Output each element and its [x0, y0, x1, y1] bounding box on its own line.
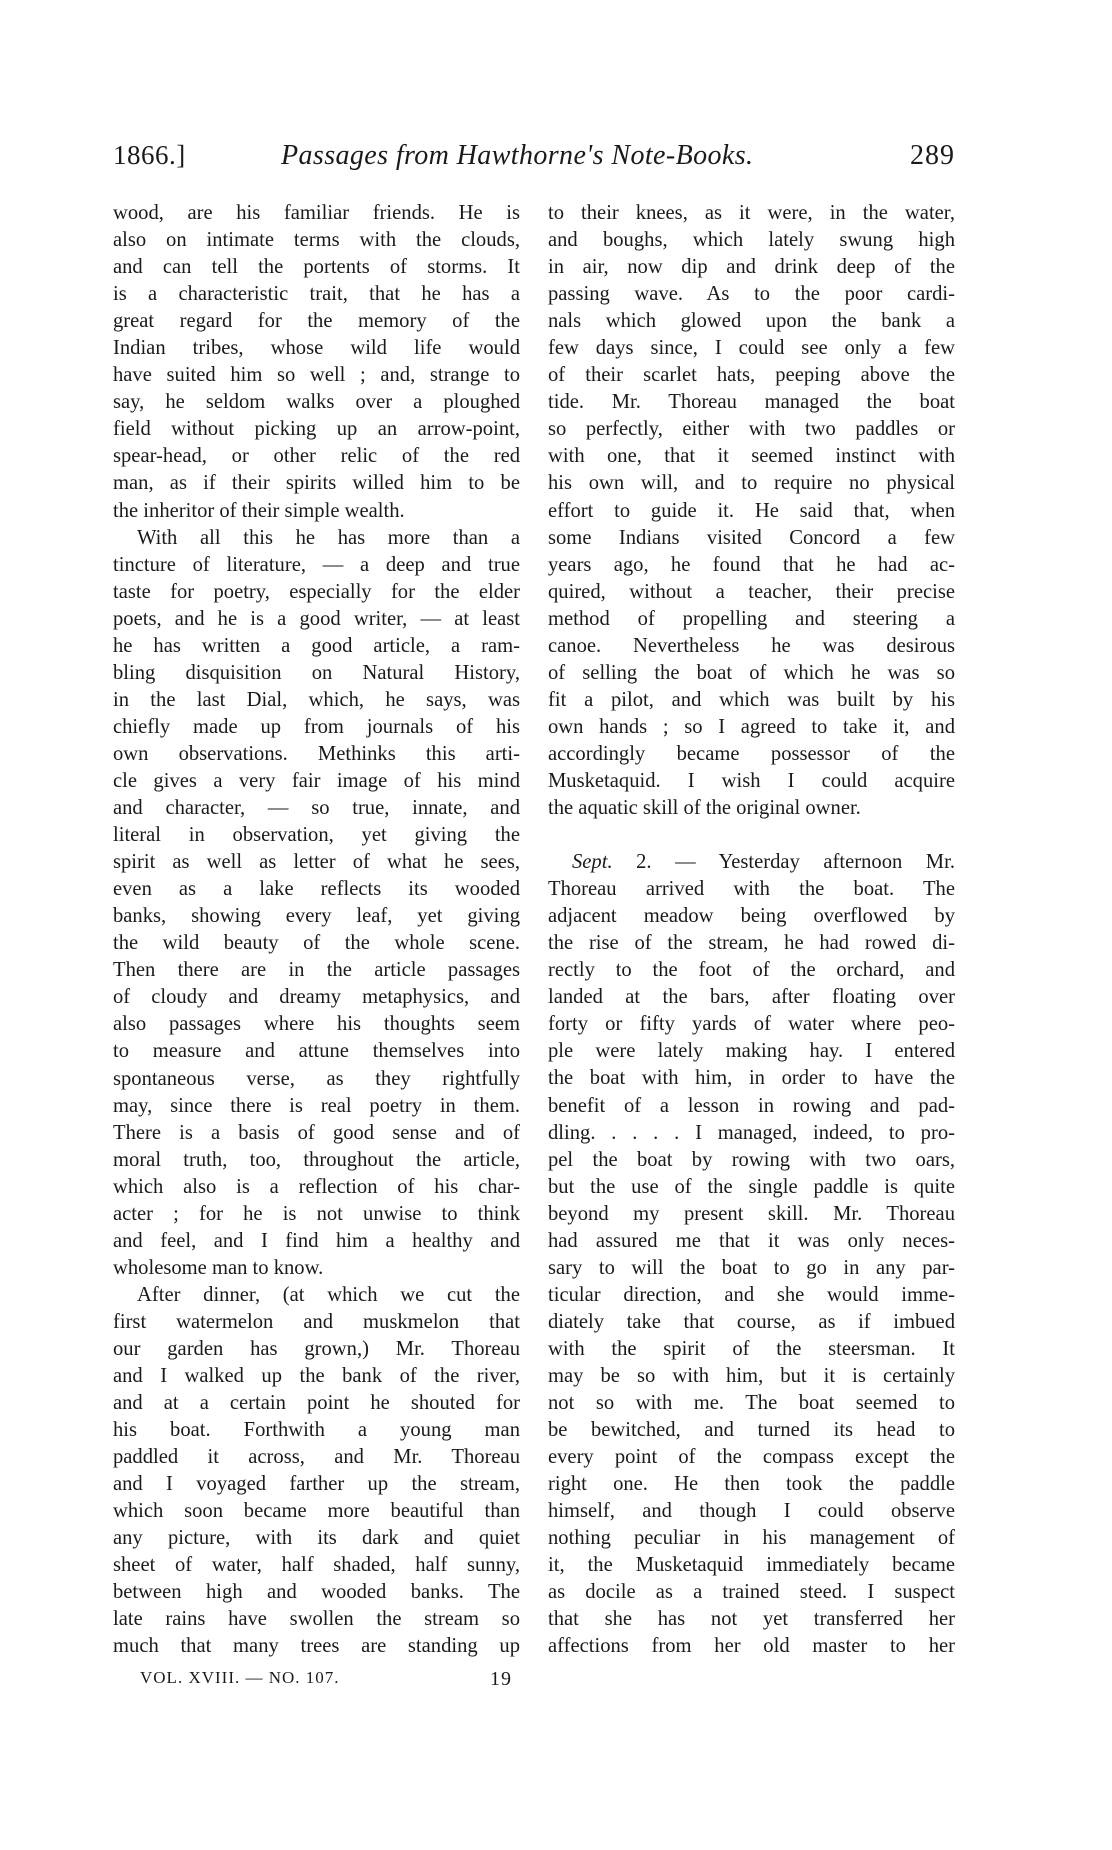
entry-line-text: 2. — Yesterday afternoon Mr. — [612, 851, 955, 874]
text-line: also on intimate terms with the clouds, — [113, 229, 520, 252]
right-column — [548, 200, 955, 1660]
text-line: that she has not yet transferred her — [548, 1608, 955, 1631]
text-line: so perfectly, either with two paddles or — [548, 418, 955, 441]
running-header — [113, 140, 955, 180]
signature-number: 19 — [490, 1668, 512, 1690]
text-line: wood, are his familiar friends. He is — [113, 202, 520, 224]
section-gap — [548, 822, 955, 849]
entry-date: Sept. — [572, 851, 613, 874]
text-line: landed at the bars, after floating over — [548, 986, 955, 1009]
text-line: Thoreau arrived with the boat. The — [548, 878, 955, 901]
text-line: of their scarlet hats, peeping above the — [548, 364, 955, 387]
text-line: and feel, and I find him a healthy and — [113, 1229, 520, 1252]
dated-entry-line — [548, 849, 955, 876]
text-line: With all this he has more than a — [137, 526, 520, 549]
text-line: is a characteristic trait, that he has a — [113, 283, 520, 306]
text-line: accordingly became possessor of the — [548, 742, 955, 765]
text-line: diately take that course, as if imbued — [548, 1310, 955, 1333]
text-line: wholesome man to know. — [113, 1256, 324, 1279]
text-line: some Indians visited Concord a few — [548, 526, 955, 549]
text-line: dling. . . . . I managed, indeed, to pro- — [548, 1121, 955, 1144]
text-line: own hands ; so I agreed to take it, and — [548, 715, 955, 738]
text-line: and at a certain point he shouted for — [113, 1392, 520, 1415]
text-line: the wild beauty of the whole scene. — [113, 932, 520, 955]
text-line: ple were lately making hay. I entered — [548, 1040, 955, 1063]
text-line: he has written a good article, a ram- — [113, 634, 520, 657]
text-line: method of propelling and steering a — [548, 607, 955, 630]
text-line: and can tell the portents of storms. It — [113, 256, 520, 279]
text-line: passing wave. As to the poor cardi- — [548, 283, 955, 306]
text-line: with the spirit of the steersman. It — [548, 1337, 955, 1360]
text-line: his boat. Forthwith a young man — [113, 1419, 520, 1442]
text-line: acter ; for he is not unwise to think — [113, 1202, 520, 1225]
text-line: and character, — so true, innate, and — [113, 797, 520, 820]
text-line: great regard for the memory of the — [113, 310, 520, 333]
text-line: of selling the boat of which he was so — [548, 661, 955, 684]
text-line: late rains have swollen the stream so — [113, 1608, 520, 1631]
page-number: 289 — [910, 140, 955, 171]
text-line: as docile as a trained steed. I suspect — [548, 1581, 955, 1604]
text-line: but the use of the single paddle is quite — [548, 1175, 955, 1198]
text-line: in the last Dial, which, he says, was — [113, 688, 520, 711]
text-line: There is a basis of good sense and of — [113, 1121, 520, 1144]
text-line: himself, and though I could observe — [548, 1500, 955, 1523]
text-line: banks, showing every leaf, yet giving — [113, 905, 520, 928]
text-line: with one, that it seemed instinct with — [548, 445, 955, 468]
text-line: spear-head, or other relic of the red — [113, 445, 520, 468]
text-line: nals which glowed upon the bank a — [548, 310, 955, 333]
text-line: every point of the compass except the — [548, 1446, 955, 1469]
text-line: field without picking up an arrow-point, — [113, 418, 520, 441]
text-line: Musketaquid. I wish I could acquire — [548, 769, 955, 792]
text-line: of cloudy and dreamy metaphysics, and — [113, 986, 520, 1009]
text-line: taste for poetry, especially for the elder — [113, 580, 520, 603]
text-line: few days since, I could see only a few — [548, 337, 955, 360]
running-title: Passages from Hawthorne's Note-Books. — [281, 140, 754, 171]
text-line: say, he seldom walks over a ploughed — [113, 391, 520, 414]
text-line: canoe. Nevertheless he was desirous — [548, 634, 955, 657]
text-line: man, as if their spirits willed him to be — [113, 472, 520, 495]
text-line: even as a lake reflects its wooded — [113, 878, 520, 901]
text-line: After dinner, (at which we cut the — [137, 1283, 520, 1306]
text-line: spirit as well as letter of what he sees, — [113, 851, 520, 874]
text-line: literal in observation, yet giving the — [113, 824, 520, 847]
text-line: paddled it across, and Mr. Thoreau — [113, 1446, 520, 1469]
text-line: poets, and he is a good writer, — at least — [113, 607, 520, 630]
text-line: may, since there is real poetry in them. — [113, 1094, 520, 1117]
text-line: moral truth, too, throughout the article, — [113, 1148, 520, 1171]
text-line: Indian tribes, whose wild life would — [113, 337, 520, 360]
text-line: Then there are in the article passages — [113, 959, 520, 982]
text-line: first watermelon and muskmelon that — [113, 1310, 520, 1333]
text-line: to measure and attune themselves into — [113, 1040, 520, 1063]
text-line: years ago, he found that he had ac- — [548, 553, 955, 576]
text-line: any picture, with its dark and quiet — [113, 1527, 520, 1550]
text-line: his own will, and to require no physical — [548, 472, 955, 495]
text-line: bling disquisition on Natural History, — [113, 661, 520, 684]
text-line: between high and wooded banks. The — [113, 1581, 520, 1604]
text-line: quired, without a teacher, their precise — [548, 580, 955, 603]
text-line: nothing peculiar in his management of — [548, 1527, 955, 1550]
text-line: effort to guide it. He said that, when — [548, 499, 955, 522]
text-line: the rise of the stream, he had rowed di- — [548, 932, 955, 955]
text-line: be bewitched, and turned its head to — [548, 1419, 955, 1442]
text-line: have suited him so well ; and, strange to — [113, 364, 520, 387]
text-line: and I voyaged farther up the stream, — [113, 1473, 520, 1496]
text-line: to their knees, as it were, in the water, — [548, 202, 955, 224]
text-line: cle gives a very fair image of his mind — [113, 769, 520, 792]
text-line: which also is a reflection of his char- — [113, 1175, 520, 1198]
text-line: own observations. Methinks this arti- — [113, 742, 520, 765]
text-line: tincture of literature, — a deep and true — [113, 553, 520, 576]
text-line: not so with me. The boat seemed to — [548, 1392, 955, 1415]
text-line: ticular direction, and she would imme- — [548, 1283, 955, 1306]
text-line: which soon became more beautiful than — [113, 1500, 520, 1523]
text-line: tide. Mr. Thoreau managed the boat — [548, 391, 955, 414]
volume-signature: VOL. XVIII. — NO. 107. — [140, 1668, 340, 1687]
text-line: the aquatic skill of the original owner. — [548, 797, 861, 820]
text-line: and boughs, which lately swung high — [548, 229, 955, 252]
text-line: the inheritor of their simple wealth. — [113, 499, 405, 522]
text-line: our garden has grown,) Mr. Thoreau — [113, 1337, 520, 1360]
text-line: pel the boat by rowing with two oars, — [548, 1148, 955, 1171]
text-line: the boat with him, in order to have the — [548, 1067, 955, 1090]
text-line: in air, now dip and drink deep of the — [548, 256, 955, 279]
text-line: fit a pilot, and which was built by his — [548, 688, 955, 711]
text-line: adjacent meadow being overflowed by — [548, 905, 955, 928]
header-year: 1866.] — [113, 140, 186, 170]
text-line: right one. He then took the paddle — [548, 1473, 955, 1496]
text-line: chiefly made up from journals of his — [113, 715, 520, 738]
left-column — [113, 200, 520, 1661]
text-line: it, the Musketaquid immediately became — [548, 1554, 955, 1577]
text-line: affections from her old master to her — [548, 1635, 955, 1658]
text-line: may be so with him, but it is certainly — [548, 1364, 955, 1387]
text-line: sheet of water, half shaded, half sunny, — [113, 1554, 520, 1577]
text-line: much that many trees are standing up — [113, 1635, 520, 1658]
text-line: rectly to the foot of the orchard, and — [548, 959, 955, 982]
text-line: also passages where his thoughts seem — [113, 1013, 520, 1036]
text-line: sary to will the boat to go in any par- — [548, 1256, 955, 1279]
text-line: had assured me that it was only neces- — [548, 1229, 955, 1252]
text-line: forty or fifty yards of water where peo- — [548, 1013, 955, 1036]
text-line: spontaneous verse, as they rightfully — [113, 1067, 520, 1090]
text-line: benefit of a lesson in rowing and pad- — [548, 1094, 955, 1117]
text-line: and I walked up the bank of the river, — [113, 1365, 520, 1388]
text-line: beyond my present skill. Mr. Thoreau — [548, 1202, 955, 1225]
